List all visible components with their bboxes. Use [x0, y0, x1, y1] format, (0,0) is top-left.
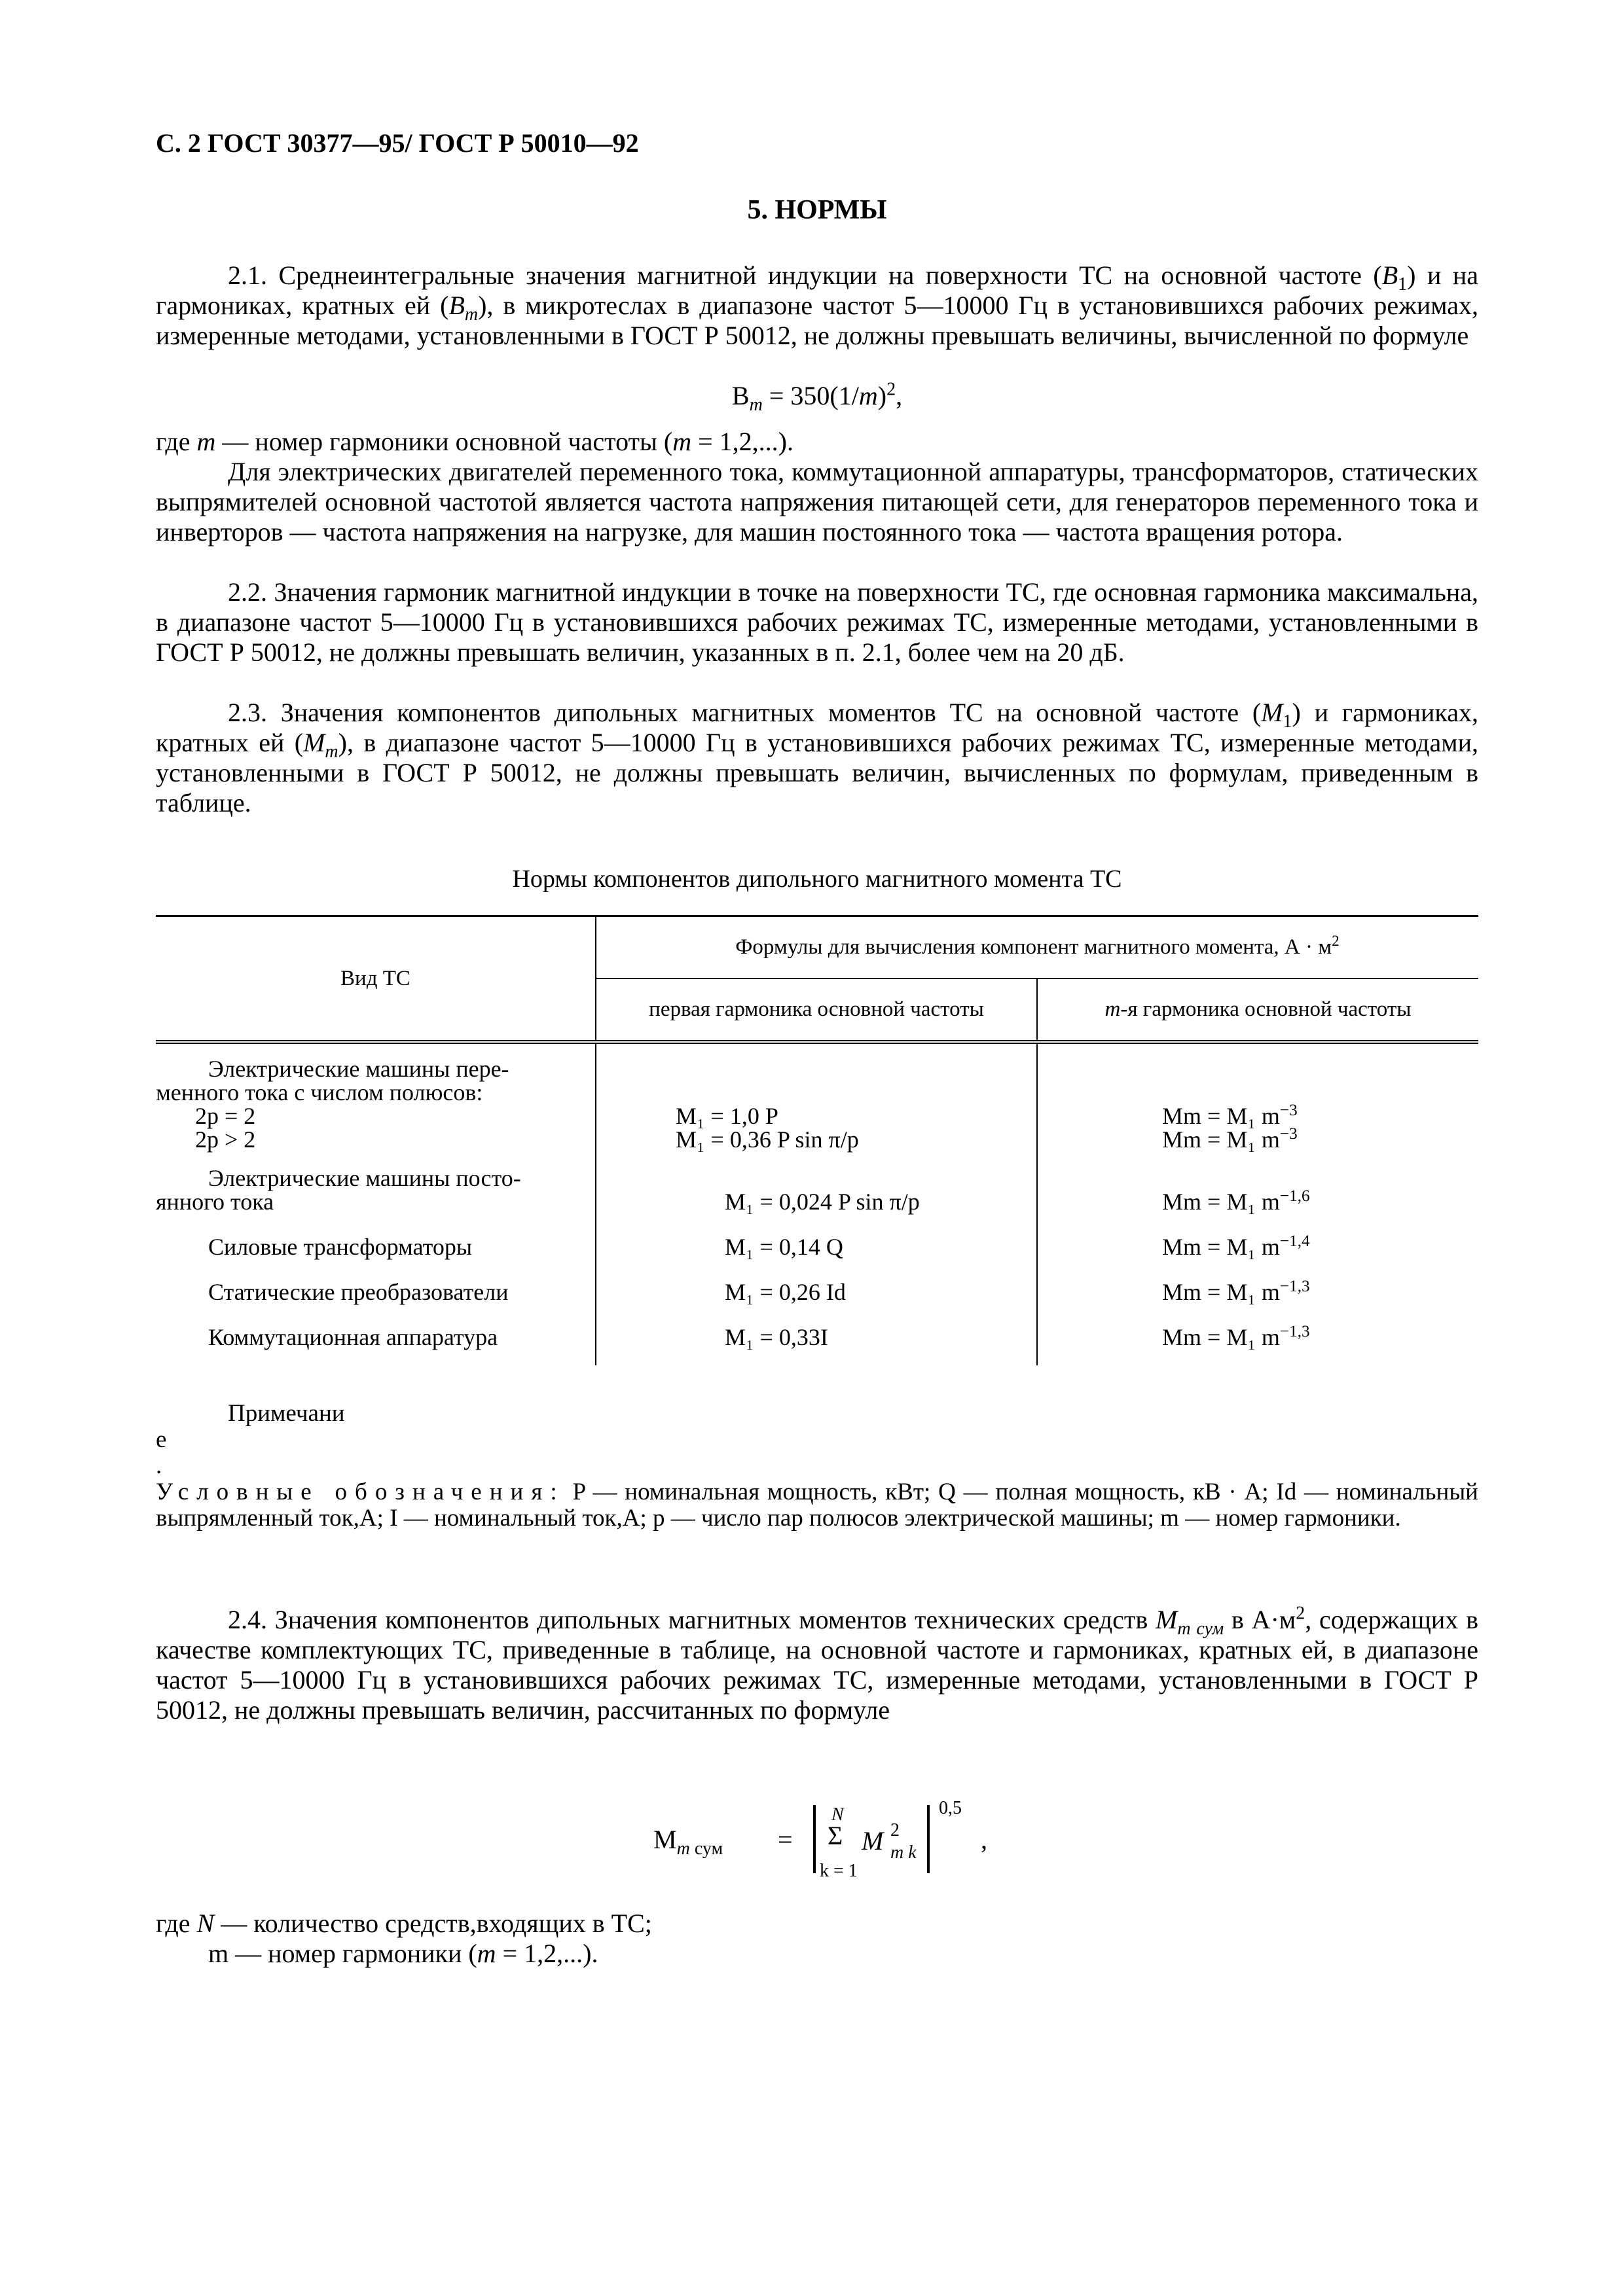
row-dc-formula-1: M₁ = 0,024 P sin π/p: [596, 1152, 1037, 1214]
row-converters: Статические преобразователи: [208, 1279, 509, 1305]
section-title: 5. НОРМЫ: [747, 195, 887, 225]
paragraph-2-4: 2.4. Значения компонентов дипольных магнитных моментов технических средств $M_{m сум}$ в $А\cdot м^2$, содержащих в качестве комплектующих ТС, приведенные в таблице, на основной частоте и гармониках, кратных ей, в диапазоне частот 5—10000 Гц в установившихся рабочих режимах ТС, измеренные методами, установленными в ГОСТ Р 50012, не должны превышать величин, рассчитанных по формуле: [156, 1603, 1478, 1725]
where-m-2: m — номер гармоники (m = 1,2,...).: [208, 1939, 598, 1968]
row-switchgear: Коммутационная аппаратура: [208, 1324, 498, 1350]
row-ac-formula-m: Mm = M₁ $m^{-3}$ Mm = M₁ $m^{-3}$: [1037, 1042, 1478, 1152]
paragraph-2-1: 2.1. Среднеинтегральные значения магнитной индукции на поверхности ТС на основной частоте $(B_1)$ и на гармониках, кратных ей $(B_m)$, в микротеслах в диапазоне частот 5—10000 Гц в установившихся рабочих режимах, измеренные методами, установленными в ГОСТ Р 50012, не должны превышать величины, вычисленной по формуле: [156, 260, 1479, 350]
row-dc-formula-m: Mm = M₁ $m^{-1,6}$: [1037, 1152, 1478, 1214]
row-converters-formula-1: M₁ = 0,26 Id: [596, 1259, 1037, 1304]
where-n: где N — количество средств,входящих в ТС;: [156, 1909, 652, 1938]
paragraph-2-1-b: Для электрических двигателей переменного тока, коммутационной аппаратуры, трансформаторов, статических выпрямителей основной частотой является частота напряжения питающей сети, для генераторов переменного тока и инверторов — частота напряжения на нагрузке, для машин постоянного тока — частота вращения ротора.: [156, 457, 1478, 547]
row-transformers-formula-1: M₁ = 0,14 Q: [596, 1214, 1037, 1259]
page-header: С. 2 ГОСТ 30377—95/ ГОСТ Р 50010—92: [156, 128, 639, 158]
paragraph-2-3: 2.3. Значения компонентов дипольных магнитных моментов ТС на основной частоте $(M_1)$ и гармониках, кратных ей $(M_m)$, в диапазоне частот 5—10000 Гц в установившихся рабочих режимах ТС, измеренные методами, установленными в ГОСТ Р 50012, не должны превышать величин, вычисленных по формулам, приведенным в таблице.: [156, 698, 1478, 817]
row-switchgear-formula-1: M₁ = 0,33I: [596, 1304, 1037, 1365]
norms-table: [156, 915, 1478, 1365]
formula-bm: $B_m = 350(1/m)^2$,: [731, 379, 903, 415]
row-switchgear-formula-m: Mm = M₁ $m^{-1,3}$: [1037, 1304, 1478, 1365]
row-transformers: Силовые трансформаторы: [208, 1234, 473, 1260]
where-m: где m — номер гармоники основной частоты (m = 1,2,...).: [156, 427, 794, 456]
header-type: Вид ТС: [156, 916, 596, 1043]
row-ac-formula-1: M₁ = 1,0 P M₁ = 0,36 P sin π/p: [596, 1042, 1037, 1152]
row-ac-machines: Электрические машины пере- менного тока с числом полюсов: 2p = 2 2p > 2: [156, 1056, 509, 1153]
paragraph-2-2: 2.2. Значения гармоник магнитной индукции в точке на поверхности ТС, где основная гармоника максимальна, в диапазоне частот 5—10000 Гц в установившихся рабочих режимах ТС, измеренные методами, установленными в ГОСТ Р 50012, не должны превышать величин, указанных в п. 2.1, более чем на 20 дБ.: [156, 577, 1478, 667]
row-converters-formula-m: Mm = M₁ $m^{-1,3}$: [1037, 1259, 1478, 1304]
header-m-harmonic: m-я гармоника основной частоты: [1037, 978, 1478, 1042]
note-block: Примечани е . Условные обозначения: P — номинальная мощность, кВт; Q — полная мощность, кВ · А; Id — номинальный выпрямленный ток,А; I — номинальный ток,А; p — число пар полюсов электрической машины; m — номер гармоники.: [156, 1400, 1478, 1532]
formula-msum: $M_{m сум}$ = N Σ k = 1 M 2 m k 0,5 ,: [653, 1798, 987, 1881]
table-caption: Нормы компонентов дипольного магнитного момента ТС: [512, 865, 1122, 893]
row-transformers-formula-m: Mm = M₁ $m^{-1,4}$: [1037, 1214, 1478, 1259]
row-dc-machines: Электрические машины посто- янного тока: [156, 1165, 521, 1215]
header-formulas: Формулы для вычисления компонент магнитного момента, $А \cdot м^2$: [596, 916, 1478, 978]
header-first-harmonic: первая гармоника основной частоты: [596, 978, 1037, 1042]
